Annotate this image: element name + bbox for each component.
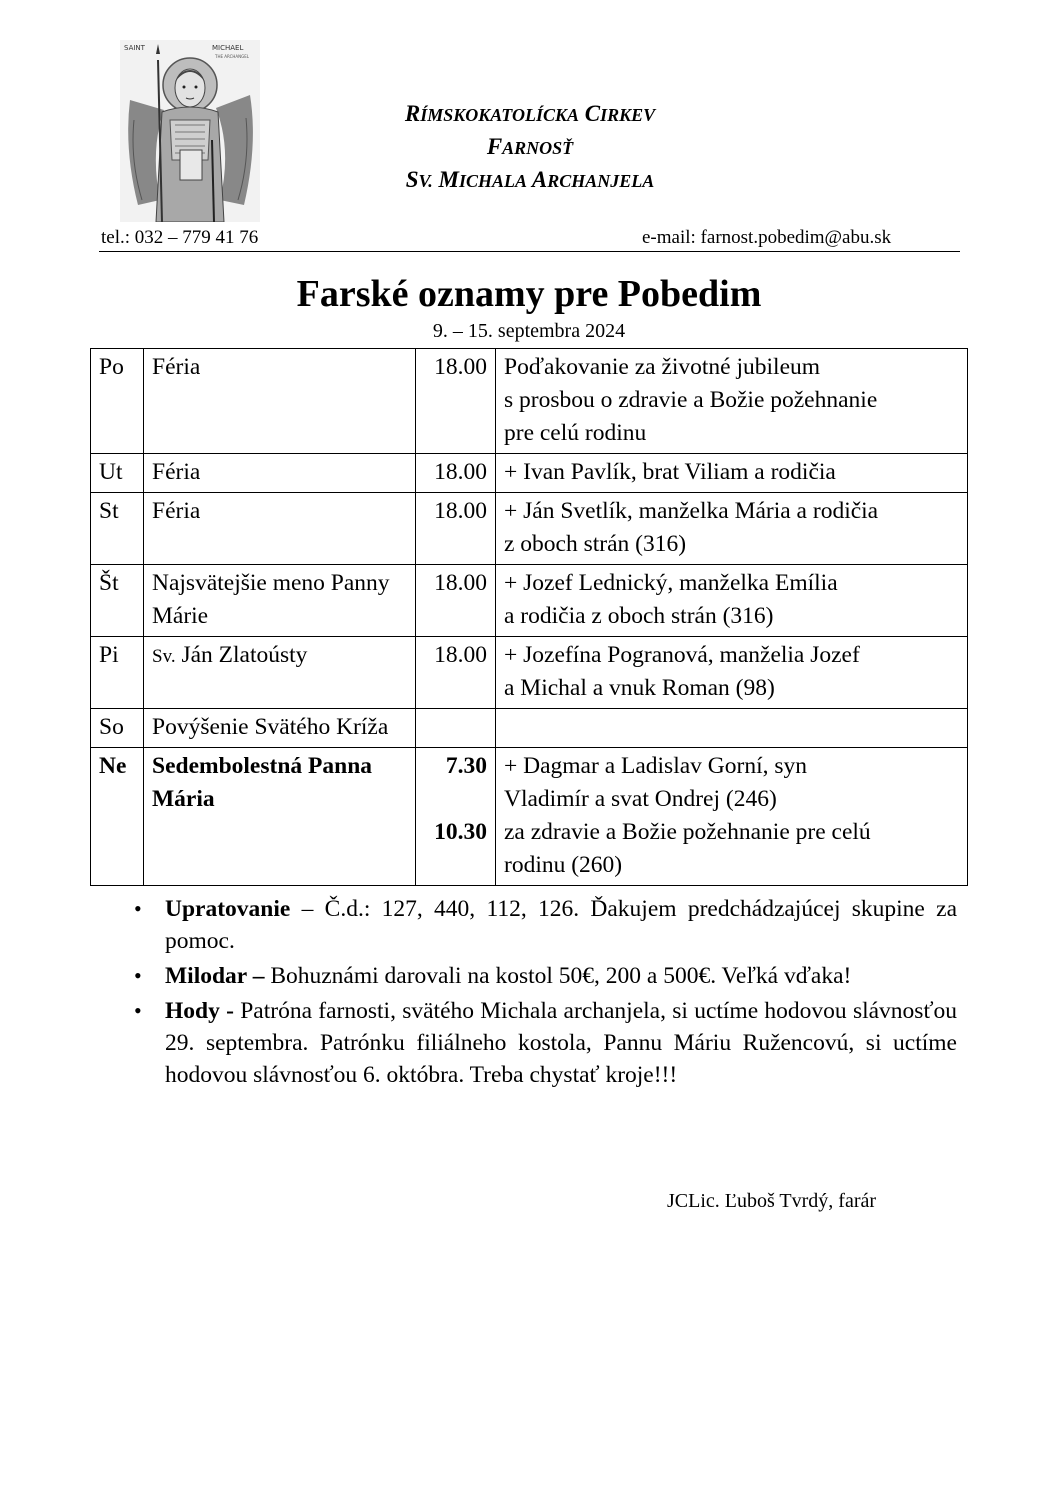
schedule-time <box>416 709 496 748</box>
mass-time: 18.00 <box>434 459 487 485</box>
schedule-feast <box>144 709 416 748</box>
org-line-1 <box>300 97 760 132</box>
schedule-intention <box>496 748 968 886</box>
bullet-icon: • <box>134 963 142 988</box>
schedule-day: Št <box>91 565 144 637</box>
mass-time: 18.00 <box>434 642 487 668</box>
phone-number: tel.: 032 – 779 41 76 <box>101 227 259 248</box>
feast-name: Povýšenie Svätého Kríža <box>152 714 389 740</box>
schedule-feast <box>144 565 416 637</box>
intention-line: s prosbou o zdravie a Božie požehnanie <box>504 387 878 413</box>
announcement-label: Hody - <box>165 998 234 1024</box>
intention-line: rodinu (260) <box>504 852 623 878</box>
feast-name: Sedembolestná Panna Mária <box>152 753 373 812</box>
schedule-intention <box>496 637 968 709</box>
announcement-text: Patróna farnosti, svätého Michala archanjela, si uctíme hodovou slávnosťou 29. septembra. Patrónku filiálneho kostola, Pannu Máriu Ružencovú, si uctíme hodovou slávnosťou 6. októbra. Treba chystať kroje!!! <box>165 998 957 1088</box>
org-line-2-text: FARNOSŤ <box>486 134 574 159</box>
icon-caption-sub: THE ARCHANGEL <box>215 54 249 59</box>
schedule-row <box>91 454 968 493</box>
intention-line: a Michal a vnuk Roman (98) <box>504 675 775 701</box>
feast-prefix: Sv. <box>152 646 176 667</box>
intention-line: pre celú rodinu <box>504 420 647 446</box>
signature: JCLic. Ľuboš Tvrdý, farár <box>667 1190 877 1212</box>
announcement-separator: – <box>290 896 325 922</box>
mass-time: 7.30 <box>445 753 487 779</box>
org-line-2 <box>300 130 760 165</box>
announcement-text: Č.d.: 127, 440, 112, 126. Ďakujem predchádzajúcej skupine za pomoc. <box>165 896 958 954</box>
schedule-time <box>416 493 496 565</box>
saint-michael-icon-image <box>120 40 260 222</box>
feast-name: Féria <box>152 459 201 485</box>
mass-time: 18.00 <box>434 570 487 596</box>
schedule-feast <box>144 493 416 565</box>
schedule-time <box>416 454 496 493</box>
schedule-time <box>416 349 496 454</box>
feast-name: Najsvätejšie meno Panny Márie <box>152 570 390 629</box>
schedule-day: St <box>91 493 144 565</box>
mass-time: 10.30 <box>434 819 487 845</box>
announcement-item <box>130 995 957 1091</box>
announcement-item <box>130 893 957 957</box>
announcement-text: Bohuznámi darovali na kostol 50€, 200 a 500€. Veľká vďaka! <box>270 963 852 989</box>
schedule-row <box>91 748 968 886</box>
org-line-3 <box>300 163 760 198</box>
intention-line: + Ján Svetlík, manželka Mária a rodičia <box>504 498 879 524</box>
intention-line: Poďakovanie za životné jubileum <box>504 354 821 380</box>
feast-name: Féria <box>152 354 201 380</box>
schedule-row <box>91 709 968 748</box>
schedule-day: So <box>91 709 144 748</box>
bullet-icon: • <box>134 998 142 1023</box>
schedule-row <box>91 493 968 565</box>
intention-line: + Dagmar a Ladislav Gorní, syn <box>504 753 808 779</box>
mass-schedule-table <box>90 348 968 886</box>
org-line-1-text: RÍMSKOKATOLÍCKA CIRKEV <box>404 101 656 126</box>
schedule-day: Ut <box>91 454 144 493</box>
org-line-3-text: SV. MICHALA ARCHANJELA <box>405 167 655 192</box>
schedule-intention <box>496 454 968 493</box>
bullet-icon: • <box>134 896 142 921</box>
intention-line: + Ivan Pavlík, brat Viliam a rodičia <box>504 459 836 485</box>
mass-time: 18.00 <box>434 498 487 524</box>
intention-line: za zdravie a Božie požehnanie pre celú <box>504 819 871 845</box>
schedule-feast <box>144 349 416 454</box>
schedule-intention <box>496 493 968 565</box>
schedule-intention <box>496 349 968 454</box>
schedule-intention <box>496 709 968 748</box>
schedule-day: Po <box>91 349 144 454</box>
schedule-row <box>91 565 968 637</box>
schedule-feast <box>144 748 416 886</box>
intention-line: z oboch strán (316) <box>504 531 687 557</box>
intention-line: a rodičia z oboch strán (316) <box>504 603 774 629</box>
intention-line: Vladimír a svat Ondrej (246) <box>504 786 777 812</box>
intention-line: + Jozef Lednický, manželka Emília <box>504 570 838 596</box>
feast-name: Féria <box>152 498 201 524</box>
schedule-time <box>416 748 496 886</box>
icon-caption-saint: SAINT <box>124 44 145 52</box>
announcement-item <box>130 960 957 992</box>
schedule-row <box>91 349 968 454</box>
schedule-time <box>416 637 496 709</box>
announcements-list <box>130 893 957 1094</box>
feast-name: Ján Zlatoústy <box>181 642 308 668</box>
schedule-feast <box>144 637 416 709</box>
icon-caption-michael: MICHAEL <box>212 44 244 52</box>
schedule-feast <box>144 454 416 493</box>
intention-line: + Jozefína Pogranová, manželia Jozef <box>504 642 860 668</box>
date-range: 9. – 15. septembra 2024 <box>432 320 626 342</box>
schedule-day: Pi <box>91 637 144 709</box>
mass-time: 18.00 <box>434 354 487 380</box>
schedule-time <box>416 565 496 637</box>
announcement-label: Milodar – <box>165 963 265 989</box>
schedule-day: Ne <box>91 748 144 886</box>
announcement-label: Upratovanie <box>165 896 291 922</box>
schedule-row <box>91 637 968 709</box>
email-address: e-mail: farnost.pobedim@abu.sk <box>642 227 892 248</box>
schedule-intention <box>496 565 968 637</box>
page-title: Farské oznamy pre Pobedim <box>296 273 762 315</box>
header-divider <box>99 251 960 252</box>
